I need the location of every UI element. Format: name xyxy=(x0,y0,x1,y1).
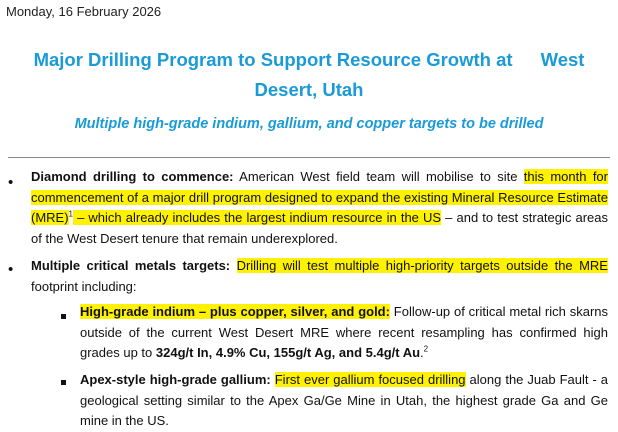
footnote-ref: 1 xyxy=(68,209,73,219)
grade-values: 324g/t In, 4.9% Cu, 155g/t Ag, and 5.4g/t Au xyxy=(155,345,421,360)
bullet-heading: Multiple critical metals targets: xyxy=(31,258,231,273)
date-line: Monday, 16 February 2026 xyxy=(6,4,162,19)
page-title-line-2: Desert, Utah xyxy=(254,79,364,100)
bullet-dot: • xyxy=(8,261,14,278)
highlighted-text: this month for commencement of a major drill program designed to expand the existing Mineral Resource Estimate (MRE) xyxy=(31,169,608,225)
highlighted-text: Drilling will test multiple high-priority targets outside the MRE xyxy=(236,258,608,273)
bullet-text: footprint including: xyxy=(31,278,137,294)
bullet-text: American West field team will mobilise to site xyxy=(233,169,524,184)
page-subtitle: Multiple high-grade indium, gallium, and copper targets to be drilled xyxy=(74,116,544,132)
highlighted-heading: High-grade indium – plus copper, silver, and gold: xyxy=(80,304,390,319)
bullet-dot: • xyxy=(8,174,14,191)
bullet-heading: Diamond drilling to commence: xyxy=(31,169,234,184)
bullet-text: Follow-up of critical metal rich skarns outside of the current West Desert MRE where recent resampling has confirmed high grades up to xyxy=(80,304,609,360)
highlighted-text: First ever gallium focused drilling xyxy=(274,372,466,387)
bullet-item-diamond-drilling xyxy=(31,167,608,249)
page-title-line-1 xyxy=(0,46,618,74)
sub-bullet-gallium xyxy=(80,370,608,432)
square-bullet xyxy=(61,380,66,385)
bullet-text xyxy=(230,258,236,273)
bullet-text: along the Juab Fault - a geological setting similar to the Apex Ga/Ge Mine in Utah, the highest grade Ga and Ge mine in the US. xyxy=(80,372,609,428)
sub-bullet-indium xyxy=(80,302,608,364)
bullet-text: – and to test strategic areas of the West Desert tenure that remain underexplored. xyxy=(31,210,608,246)
footnote-ref: 2 xyxy=(423,344,429,354)
bullet-text: . xyxy=(420,345,424,360)
divider xyxy=(8,157,610,158)
highlighted-text: – which already includes the largest indium resource in the US xyxy=(73,210,442,225)
title-line-1-text: Major Drilling Program to Support Resource Growth at xyxy=(33,49,513,70)
bullet-item-critical-metals xyxy=(31,256,608,297)
square-bullet xyxy=(61,314,66,319)
title-line-1-word: West xyxy=(540,49,585,70)
bullet-heading: Apex-style high-grade gallium: xyxy=(80,372,271,387)
